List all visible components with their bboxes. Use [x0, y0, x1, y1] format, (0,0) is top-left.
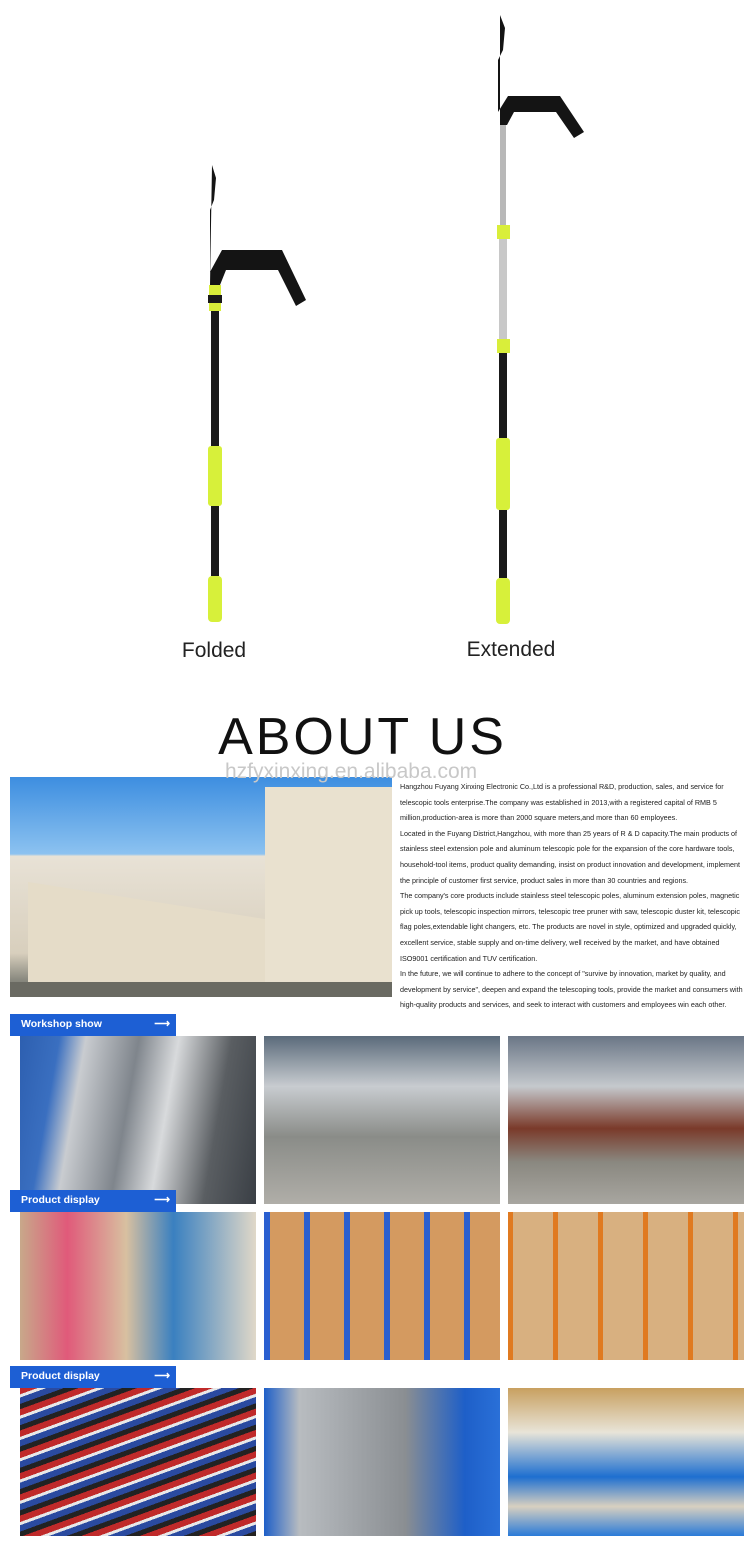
arrow-right-icon: ⟶ [154, 1370, 170, 1382]
product-display-photo [20, 1212, 256, 1360]
about-paragraph: The company's core products include stainless steel telescopic poles, aluminum extension poles, magnetic pick up tools, telescopic inspection mirrors, telescopic tree pruner with saw, telescopic duster kit, telescopic flag poles,extendable light changers, etc. The products are novel in style, optimized and upgraded quickly, excellent service, stable supply and on-time delivery, well received by the market, and have obtained ISO9001 certification and TUV certification. [400, 891, 740, 963]
workshop-photo [264, 1036, 500, 1204]
extended-pole [496, 15, 584, 624]
folded-pole [208, 165, 306, 622]
about-paragraph: Located in the Fuyang District,Hangzhou, with more than 25 years of R & D capacity.The main products of stainless steel extension pole and aluminum telescopic pole for the expansion of the core hardware tools, household-tool items, product quality demanding, insist on product innovation and development, implement the principle of customer first service, product sales in more than 30 countries and regions. [400, 828, 741, 885]
product-poles-image [0, 0, 750, 630]
about-paragraph: Hangzhou Fuyang Xinxing Electronic Co.,Ltd is a professional R&D, production, sales, and service for telescopic tools enterprise.The company was established in 2013,with a registered capital of RMB 5 million,production-area is more than 2000 square meters,and more than 60 employees. [400, 782, 724, 823]
workshop-photo [508, 1036, 744, 1204]
arrow-right-icon: ⟶ [154, 1194, 170, 1206]
products-photo [264, 1388, 500, 1536]
folded-label: Folded [181, 639, 247, 662]
products-photo [508, 1388, 744, 1536]
watermark-url: hzfyxinxing.en.alibaba.com [225, 760, 478, 783]
section-label: Workshop show [21, 1018, 102, 1030]
product-display-banner-2 [10, 1366, 176, 1388]
warehouse-photo [508, 1212, 744, 1360]
arrow-right-icon: ⟶ [154, 1018, 170, 1030]
workshop-photo [20, 1036, 256, 1204]
workshop-show-banner [10, 1014, 176, 1036]
product-display-banner [10, 1190, 176, 1212]
about-paragraph: In the future, we will continue to adhere to the concept of "survive by innovation, market by quality, and development by service", deepen and expand the telescoping tools, provide the market and consumers with high-quality products and services, and seek to interact with customers and employees win each other. [400, 969, 743, 1010]
products-photo [20, 1388, 256, 1536]
about-text [400, 779, 745, 1013]
warehouse-photo [264, 1212, 500, 1360]
about-title: ABOUT US [218, 708, 507, 766]
section-label: Product display [21, 1370, 100, 1382]
extended-label: Extended [466, 638, 556, 661]
section-label: Product display [21, 1194, 100, 1206]
company-building-photo [10, 777, 392, 997]
